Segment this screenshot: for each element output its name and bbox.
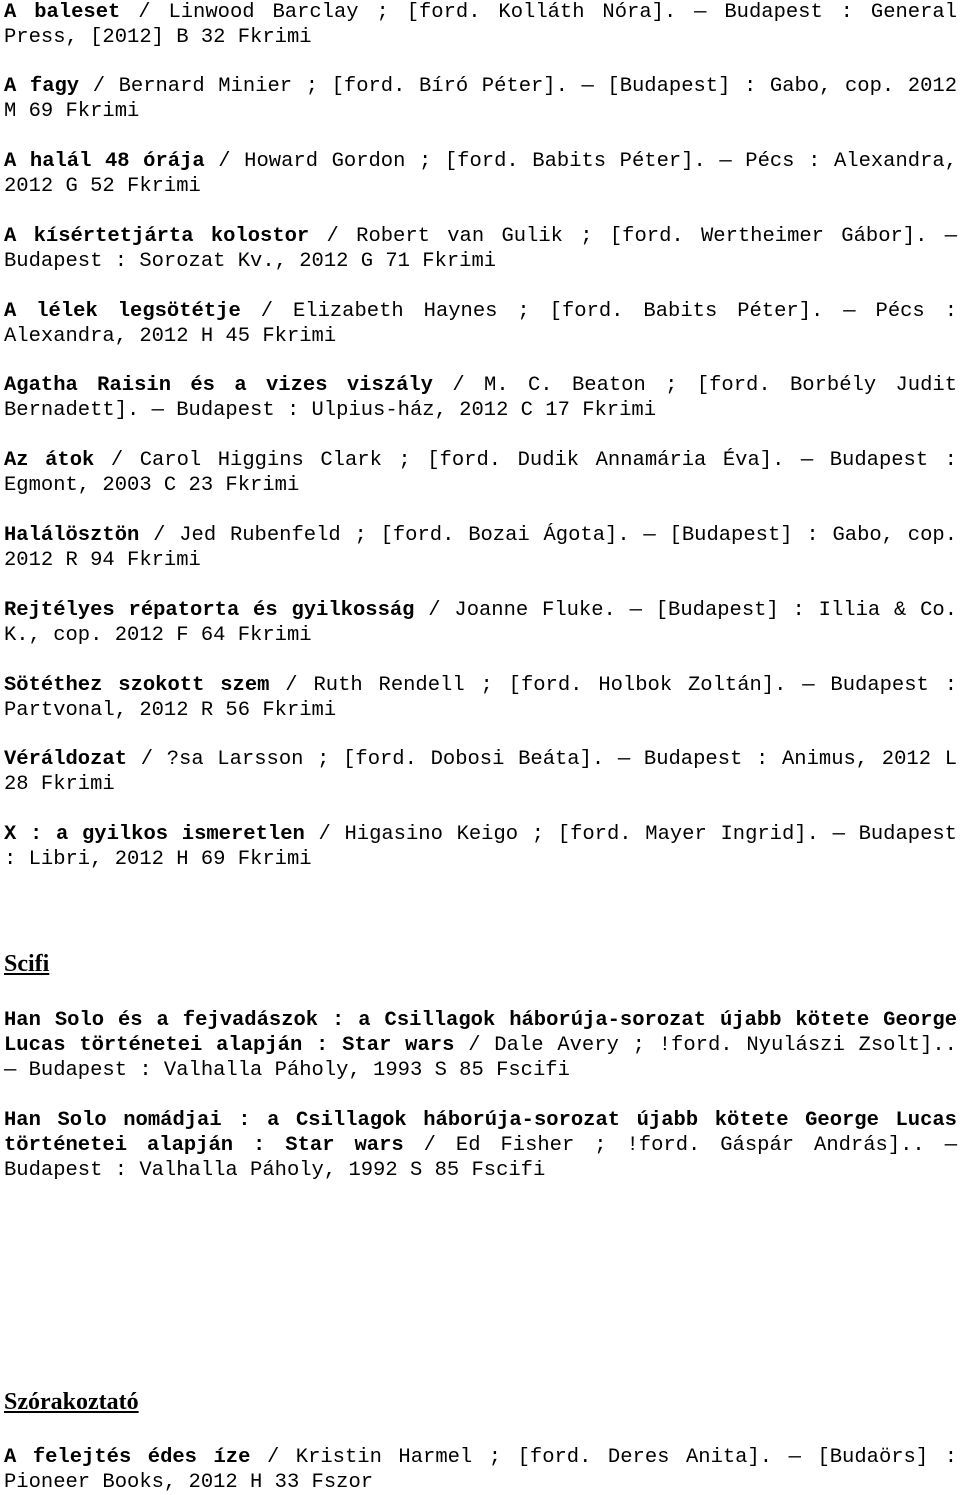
entry-details: / ?sa Larsson ; [ford. Dobosi Beáta]. — Budapest : Animus, 2012 L 28 Fkrimi	[4, 748, 957, 796]
entry-title: Az átok	[4, 449, 95, 472]
catalog-entry	[4, 1108, 957, 1183]
catalog-entry	[4, 224, 957, 274]
entry-title: Han Solo nomádjai : a Csillagok háborúja-sorozat újabb kötete George Lucas történetei alapján : Star wars	[4, 1109, 957, 1157]
entry-title: Rejtélyes répatorta és gyilkosság	[4, 599, 415, 622]
section-heading: Scifi	[4, 951, 50, 977]
entry-title: A halál 48 órája	[4, 150, 205, 173]
catalog-entry	[4, 448, 957, 498]
catalog-entry	[4, 373, 957, 423]
entry-title: A baleset	[4, 1, 121, 24]
section-heading: Szórakoztató	[4, 1389, 139, 1415]
catalog-entry	[4, 747, 957, 797]
entry-details: / Ruth Rendell ; [ford. Holbok Zoltán]. — Budapest : Partvonal, 2012 R 56 Fkrimi	[4, 674, 957, 722]
catalog-entry	[4, 1445, 957, 1495]
entry-title: A fagy	[4, 75, 80, 98]
entry-title: Véráldozat	[4, 748, 128, 771]
entry-title: A felejtés édes íze	[4, 1446, 251, 1469]
entry-details: / Linwood Barclay ; [ford. Kolláth Nóra]. — Budapest : General Press, [2012] B 32 Fkrimi	[4, 1, 958, 49]
catalog-entry	[4, 822, 957, 872]
entry-title: Han Solo és a fejvadászok : a Csillagok háborúja-sorozat újabb kötete George Lucas történetei alapján : Star wars	[4, 1009, 957, 1057]
catalog-entry	[4, 598, 957, 648]
catalog-entry	[4, 1008, 957, 1083]
entry-details: / Howard Gordon ; [ford. Babits Péter]. — Pécs : Alexandra, 2012 G 52 Fkrimi	[4, 150, 957, 198]
entry-details: / Bernard Minier ; [ford. Bíró Péter]. — [Budapest] : Gabo, cop. 2012 M 69 Fkrimi	[4, 75, 958, 123]
catalog-entry	[4, 673, 957, 723]
entry-details: / Robert van Gulik ; [ford. Wertheimer Gábor]. — Budapest : Sorozat Kv., 2012 G 71 Fkrimi	[4, 225, 957, 273]
catalog-entry	[4, 149, 957, 199]
entry-title: Sötéthez szokott szem	[4, 674, 270, 697]
entry-details: / Ed Fisher ; !ford. Gáspár András].. — Budapest : Valhalla Páholy, 1992 S 85 Fscifi	[4, 1134, 957, 1182]
catalog-entry	[4, 299, 957, 349]
entry-title: A lélek legsötétje	[4, 300, 241, 323]
catalog-entry	[4, 74, 957, 124]
entry-title: Agatha Raisin és a vizes viszály	[4, 374, 433, 397]
entry-details: / Carol Higgins Clark ; [ford. Dudik Annamária Éva]. — Budapest : Egmont, 2003 C 23 Fkrimi	[4, 449, 957, 497]
catalog-entry	[4, 523, 957, 573]
entry-details: / Higasino Keigo ; [ford. Mayer Ingrid]. — Budapest : Libri, 2012 H 69 Fkrimi	[4, 823, 957, 871]
entry-title: A kísértetjárta kolostor	[4, 225, 310, 248]
entry-title: Halálösztön	[4, 524, 140, 547]
entry-details: / Dale Avery ; !ford. Nyulászi Zsolt].. — Budapest : Valhalla Páholy, 1993 S 85 Fscifi	[4, 1034, 957, 1082]
entry-details: / Kristin Harmel ; [ford. Deres Anita]. — [Budaörs] : Pioneer Books, 2012 H 33 Fszor	[4, 1446, 957, 1494]
entry-details: / Joanne Fluke. — [Budapest] : Illia & Co. K., cop. 2012 F 64 Fkrimi	[4, 599, 957, 647]
entry-details: / M. C. Beaton ; [ford. Borbély Judit Bernadett]. — Budapest : Ulpius-ház, 2012 C 17 Fkrimi	[4, 374, 957, 422]
entry-details: / Jed Rubenfeld ; [ford. Bozai Ágota]. — [Budapest] : Gabo, cop. 2012 R 94 Fkrimi	[4, 524, 957, 572]
catalog-entry	[4, 0, 957, 50]
entry-title: X : a gyilkos ismeretlen	[4, 823, 305, 846]
entry-details: / Elizabeth Haynes ; [ford. Babits Péter]. — Pécs : Alexandra, 2012 H 45 Fkrimi	[4, 300, 957, 348]
